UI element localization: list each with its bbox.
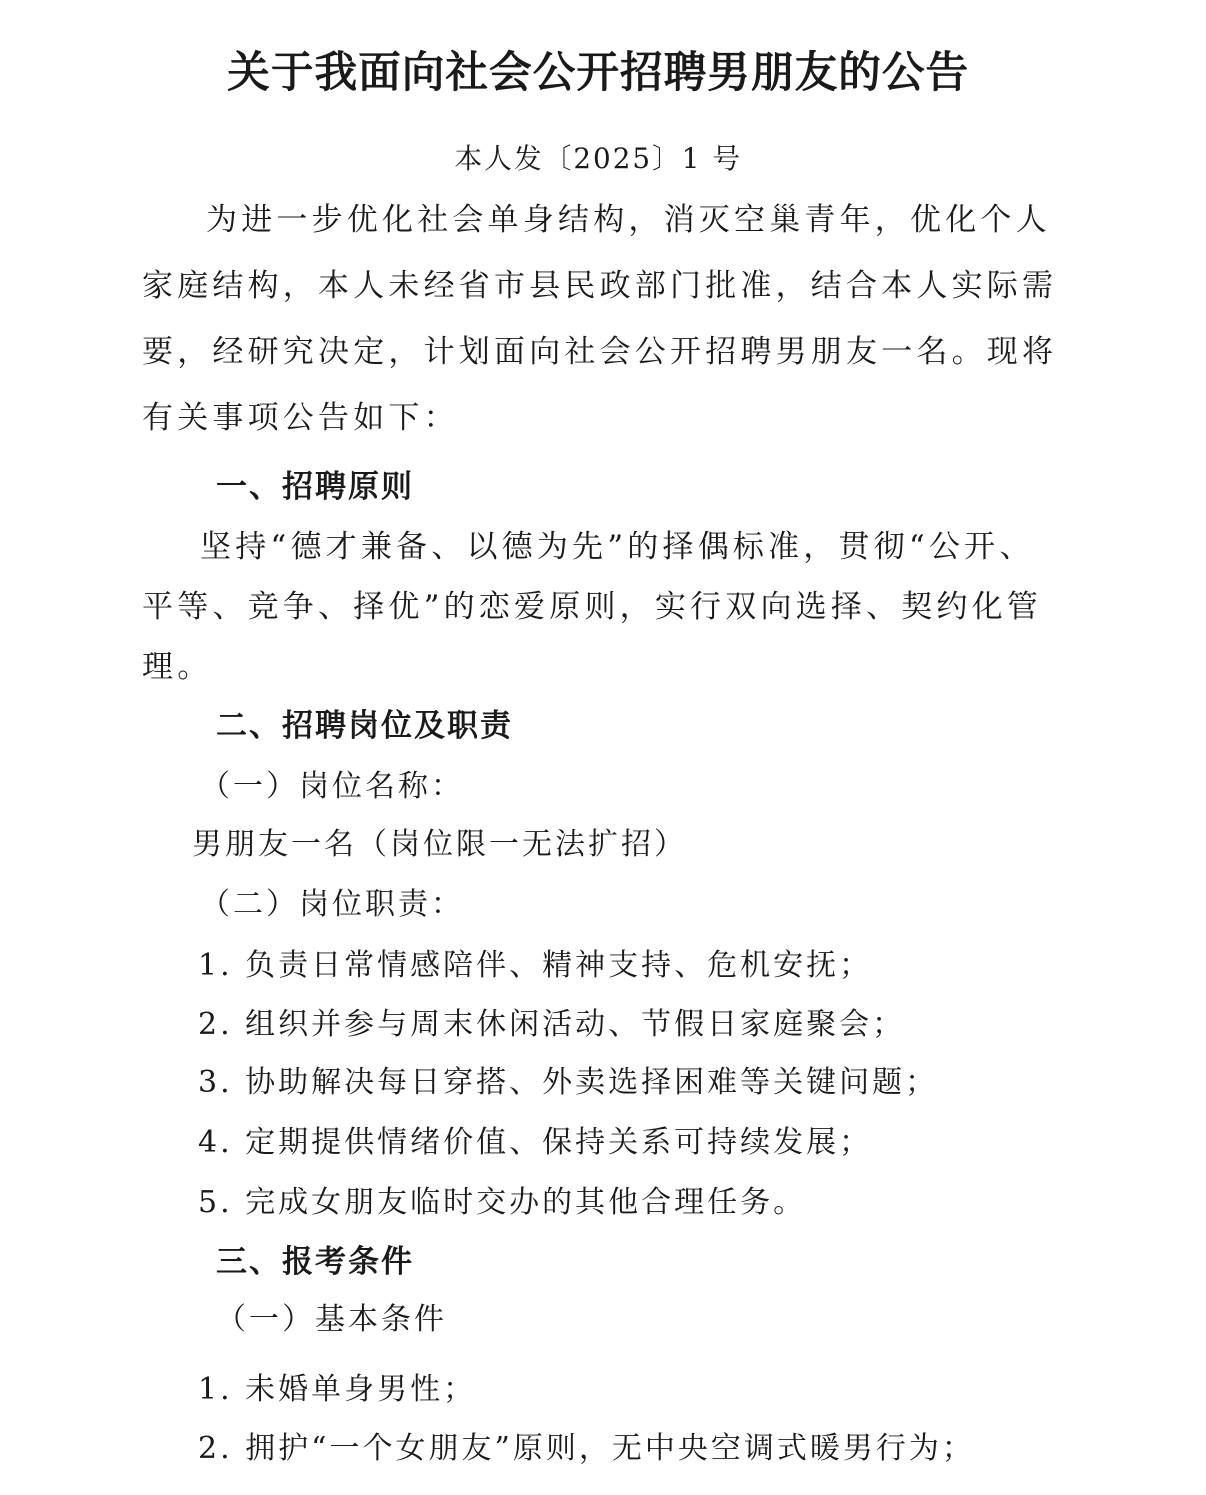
intro-line-3: 要，经研究决定，计划面向社会公开招聘男朋友一名。现将: [142, 334, 1058, 370]
document-title: 关于我面向社会公开招聘男朋友的公告: [227, 48, 970, 98]
condition-item: 2. 拥护“一个女朋友”原则，无中央空调式暖男行为；: [198, 1431, 975, 1466]
section-2-sub-heading-1: （一）岗位名称：: [200, 769, 464, 804]
duty-item: 5. 完成女朋友临时交办的其他合理任务。: [198, 1185, 807, 1220]
section-2-sub-heading-2: （二）岗位职责：: [200, 887, 464, 922]
duty-item: 1. 负责日常情感陪伴、精神支持、危机安抚；: [198, 948, 873, 983]
section-3-heading: 三、报考条件: [216, 1244, 414, 1280]
position-name: 男朋友一名（岗位限一无法扩招）: [192, 827, 687, 862]
duty-item: 4. 定期提供情绪价值、保持关系可持续发展；: [198, 1125, 873, 1160]
section-3-sub-heading-1: （一）基本条件: [216, 1302, 447, 1337]
intro-line-1: 为进一步优化社会单身结构，消灭空巢青年，优化个人: [206, 202, 1051, 238]
section-1-line-3: 理。: [142, 649, 213, 685]
intro-line-4: 有关事项公告如下：: [142, 400, 459, 436]
condition-item: 1. 未婚单身男性；: [198, 1372, 477, 1407]
section-2-heading: 二、招聘岗位及职责: [216, 708, 513, 744]
intro-line-2: 家庭结构，本人未经省市县民政部门批准，结合本人实际需: [142, 268, 1058, 304]
duty-item: 3. 协助解决每日穿搭、外卖选择困难等关键问题；: [198, 1065, 939, 1100]
duty-item: 2. 组织并参与周末休闲活动、节假日家庭聚会；: [198, 1007, 906, 1042]
section-1-heading: 一、招聘原则: [216, 469, 414, 505]
section-1-line-2: 平等、竞争、择优”的恋爱原则，实行双向选择、契约化管: [142, 589, 1043, 625]
section-1-line-1: 坚持“德才兼备、以德为先”的择偶标准，贯彻“公开、: [200, 529, 1035, 565]
document-number: 本人发〔2025〕1 号: [454, 142, 743, 175]
